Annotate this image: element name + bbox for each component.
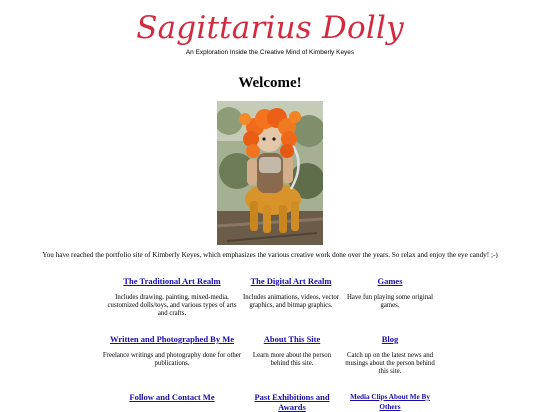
media-clips-link[interactable]: Media Clips About Me By Others	[350, 393, 430, 411]
games-link[interactable]: Games	[377, 276, 403, 286]
link-cell-digital-art	[241, 276, 341, 310]
page-title: Welcome!	[238, 75, 302, 91]
digital-art-link[interactable]: The Digital Art Realm	[250, 276, 332, 286]
site-logo[interactable]: Sagittarius Dolly	[136, 10, 404, 46]
written-photographed-desc: Freelance writings and photography done for other publications.	[102, 352, 242, 368]
doll-illustration	[217, 101, 323, 245]
traditional-art-desc: Includes drawing, painting, mixed-media, customized dolls/toys, and various types of arts and crafts.	[107, 294, 237, 318]
blog-link[interactable]: Blog	[381, 334, 399, 344]
traditional-art-link[interactable]: The Traditional Art Realm	[123, 276, 221, 286]
link-cell-games	[338, 276, 442, 310]
exhibitions-awards-link[interactable]: Past Exhibitions and Awards	[254, 392, 330, 412]
link-cell-blog	[343, 334, 437, 377]
site-tagline: An Exploration Inside the Creative Mind of Kimberly Keyes	[185, 49, 355, 56]
blog-desc: Catch up on the latest news and musings about the person behind this site.	[345, 352, 435, 376]
written-photographed-link[interactable]: Written and Photographed By Me	[109, 334, 235, 344]
link-cell-written-photographed	[98, 334, 246, 368]
link-cell-exhibitions	[248, 392, 336, 412]
games-desc: Have fun playing some original games.	[346, 294, 434, 310]
link-cell-traditional-art	[102, 276, 242, 319]
follow-contact-link[interactable]: Follow and Contact Me	[129, 392, 215, 402]
doll-photo	[217, 101, 323, 245]
intro-text: You have reached the portfolio site of Kimberly Keyes, which emphasizes the various creative work done over the years. So relax and enjoy the eye candy! ;-)	[42, 251, 498, 259]
link-cell-follow-contact	[112, 392, 232, 402]
about-site-desc: Learn more about the person behind this site.	[252, 352, 332, 368]
digital-art-desc: Includes animations, videos, vector graphics, and bitmap graphics.	[242, 294, 340, 310]
about-site-link[interactable]: About This Site	[263, 334, 321, 344]
link-cell-media-clips	[346, 392, 434, 412]
link-cell-about	[245, 334, 339, 368]
